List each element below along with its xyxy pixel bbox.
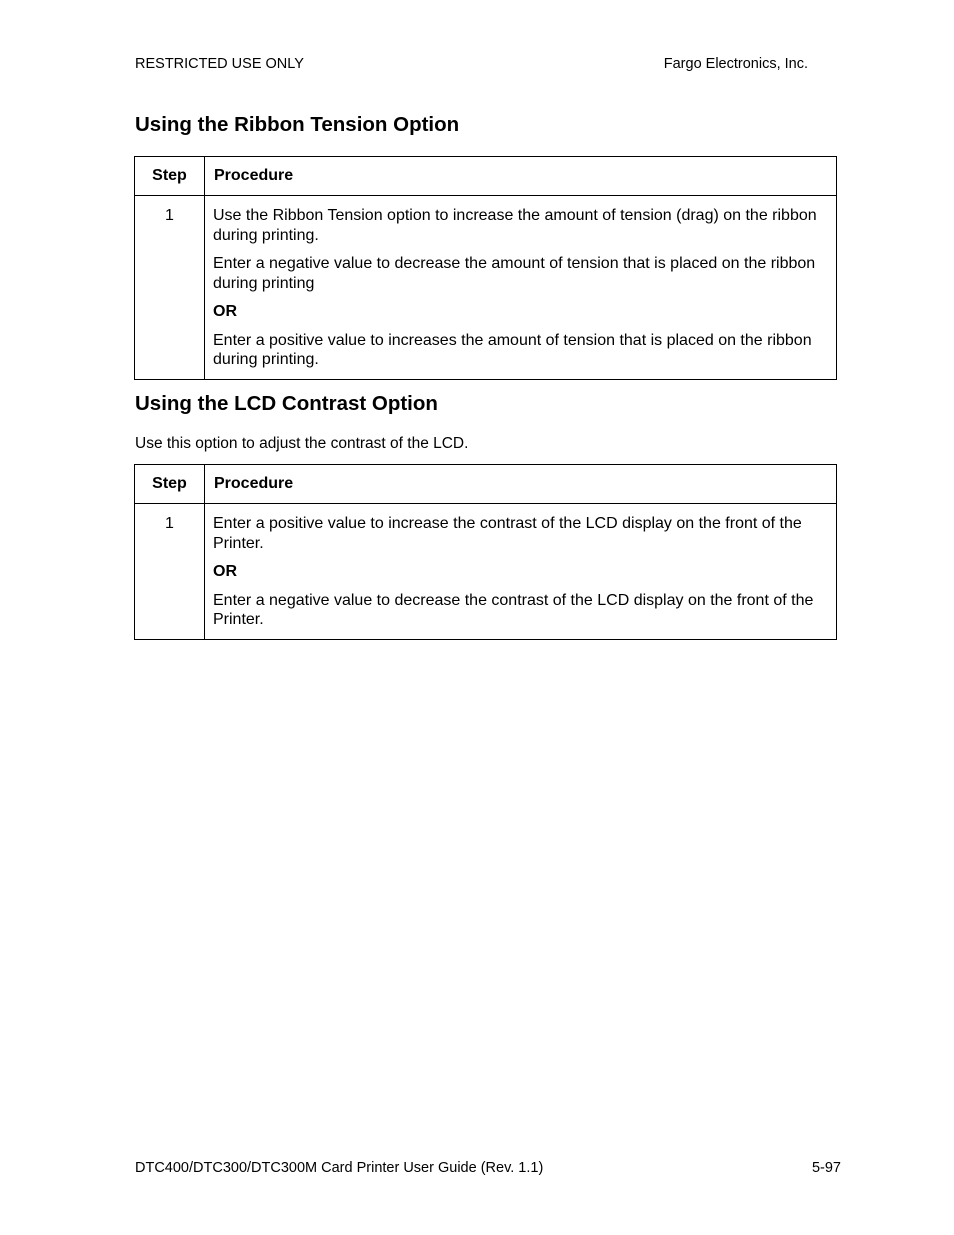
procedure-paragraph: Enter a negative value to decrease the contrast of the LCD display on the front of the Printer. [213, 591, 814, 628]
procedure-column-header: Procedure [205, 157, 837, 196]
procedure-paragraph: Enter a positive value to increases the amount of tension that is placed on the ribbon during printing. [213, 331, 812, 368]
procedure-column-header: Procedure [205, 465, 837, 504]
step-column-header: Step [135, 157, 205, 196]
procedure-paragraph: Enter a positive value to increase the contrast of the LCD display on the front of the Printer. [213, 515, 802, 552]
table-row [135, 504, 837, 640]
step-number: 1 [135, 504, 205, 640]
procedure-cell [205, 196, 837, 380]
ribbon-tension-procedure-table [134, 156, 837, 380]
header-company-label: Fargo Electronics, Inc. [663, 56, 808, 72]
table-row [135, 196, 837, 380]
section-intro-lcd: Use this option to adjust the contrast of the LCD. [135, 435, 469, 452]
page-number: 5-97 [811, 1160, 841, 1176]
procedure-paragraph: Use the Ribbon Tension option to increase the amount of tension (drag) on the ribbon during printing. [213, 207, 817, 244]
step-number: 1 [135, 196, 205, 380]
procedure-paragraph: Enter a negative value to decrease the amount of tension that is placed on the ribbon during printing [213, 255, 816, 292]
lcd-contrast-procedure-table [134, 464, 837, 640]
procedure-cell [205, 504, 837, 640]
header-restricted-label: RESTRICTED USE ONLY [135, 56, 304, 72]
section-title-lcd-contrast: Using the LCD Contrast Option [135, 392, 438, 415]
section-title-ribbon-tension: Using the Ribbon Tension Option [135, 113, 460, 136]
table-header-row [135, 157, 837, 196]
footer-guide-title: DTC400/DTC300/DTC300M Card Printer User Guide (Rev. 1.1) [135, 1160, 544, 1176]
procedure-or-label: OR [213, 303, 237, 320]
table-header-row [135, 465, 837, 504]
procedure-or-label: OR [213, 563, 237, 580]
step-column-header: Step [135, 465, 205, 504]
